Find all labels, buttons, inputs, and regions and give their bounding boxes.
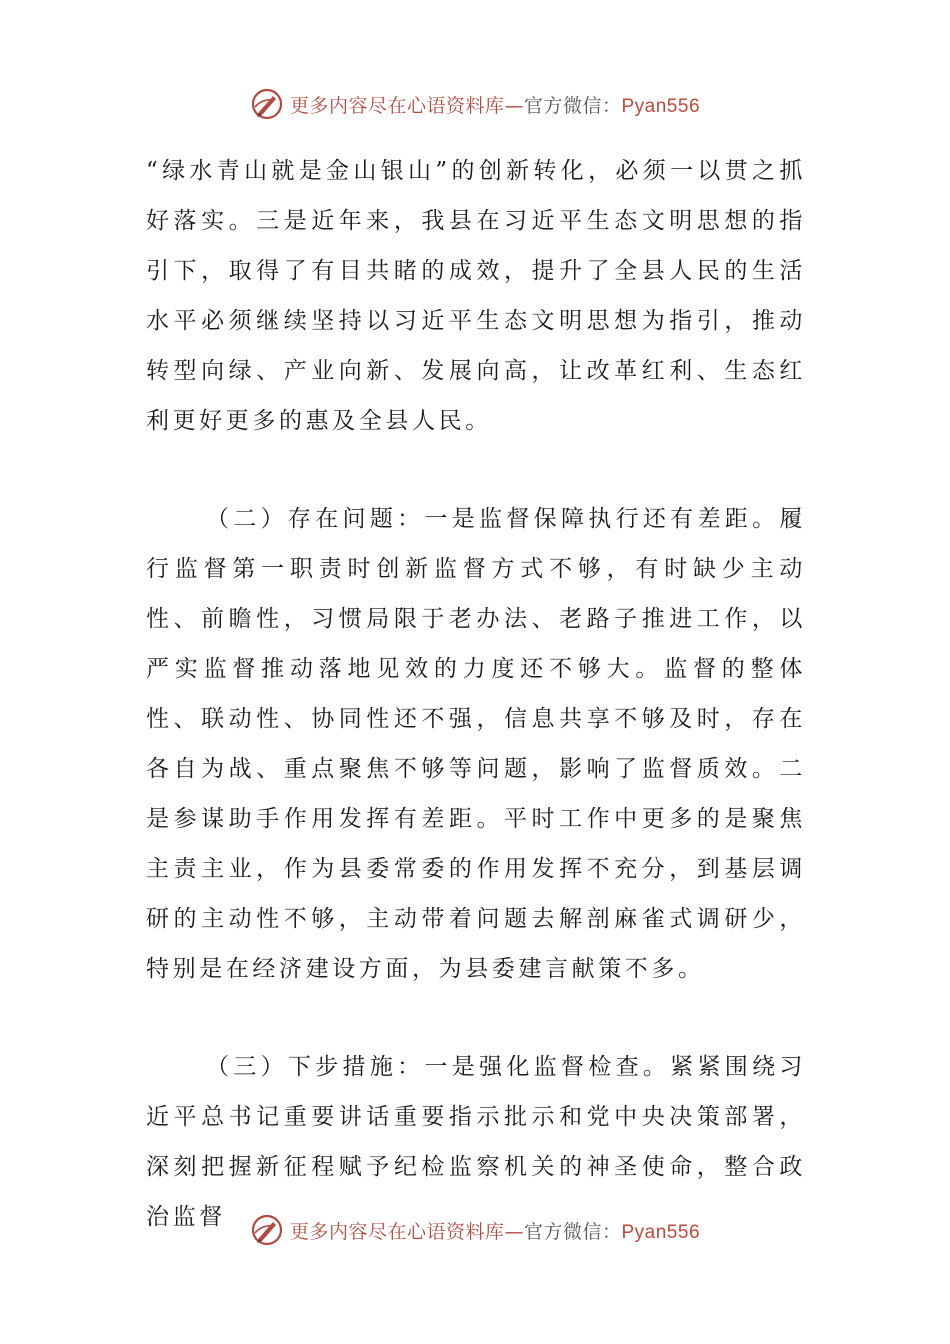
footer-label: 官方微信： <box>523 1220 622 1243</box>
header-text <box>290 91 700 118</box>
header-account: Pyan556 <box>621 95 701 117</box>
paragraph-gap <box>146 446 806 494</box>
footer-account: Pyan556 <box>621 1221 701 1243</box>
document-body <box>146 146 806 1242</box>
footer-banner <box>0 1210 950 1250</box>
paragraph-1: “绿水青山就是金山银山”的创新转化，必须一以贯之抓好落实。三是近年来，我县在习近平生态文明思想的指引下，取得了有目共睹的成效，提升了全县人民的生活水平必须继续坚持以习近平生态文明思想为指引，推动转型向绿、产业向新、发展向高，让改革红利、生态红利更好更多的惠及全县人民。 <box>146 158 806 434</box>
pen-logo-icon <box>250 1213 284 1247</box>
header-brand: 更多内容尽在心语资料库 <box>289 94 505 117</box>
footer-text <box>290 1217 700 1244</box>
paragraph-3: （三）下步措施：一是强化监督检查。紧紧围绕习近平总书记重要讲话重要指示批示和党中央决策部署，深刻把握新征程赋予纪检监察机关的神圣使命，整合政治监督 <box>146 1054 806 1230</box>
paragraph-2: （二）存在问题：一是监督保障执行还有差距。履行监督第一职责时创新监督方式不够，有时缺少主动性、前瞻性，习惯局限于老办法、老路子推进工作，以严实监督推动落地见效的力度还不够大。监督的整体性、联动性、协同性还不强，信息共享不够及时，存在各自为战、重点聚焦不够等问题，影响了监督质效。二是参谋助手作用发挥有差距。平时工作中更多的是聚焦主责主业，作为县委常委的作用发挥不充分，到基层调研的主动性不够，主动带着问题去解剖麻雀式调研少，特别是在经济建设方面，为县委建言献策不多。 <box>146 506 806 982</box>
paragraph-gap <box>146 994 806 1042</box>
footer-brand: 更多内容尽在心语资料库 <box>289 1220 505 1243</box>
footer-separator: — <box>504 1220 524 1243</box>
header-separator: — <box>504 94 524 117</box>
header-banner <box>0 84 950 124</box>
pen-logo-icon <box>250 87 284 121</box>
header-label: 官方微信： <box>523 94 622 117</box>
